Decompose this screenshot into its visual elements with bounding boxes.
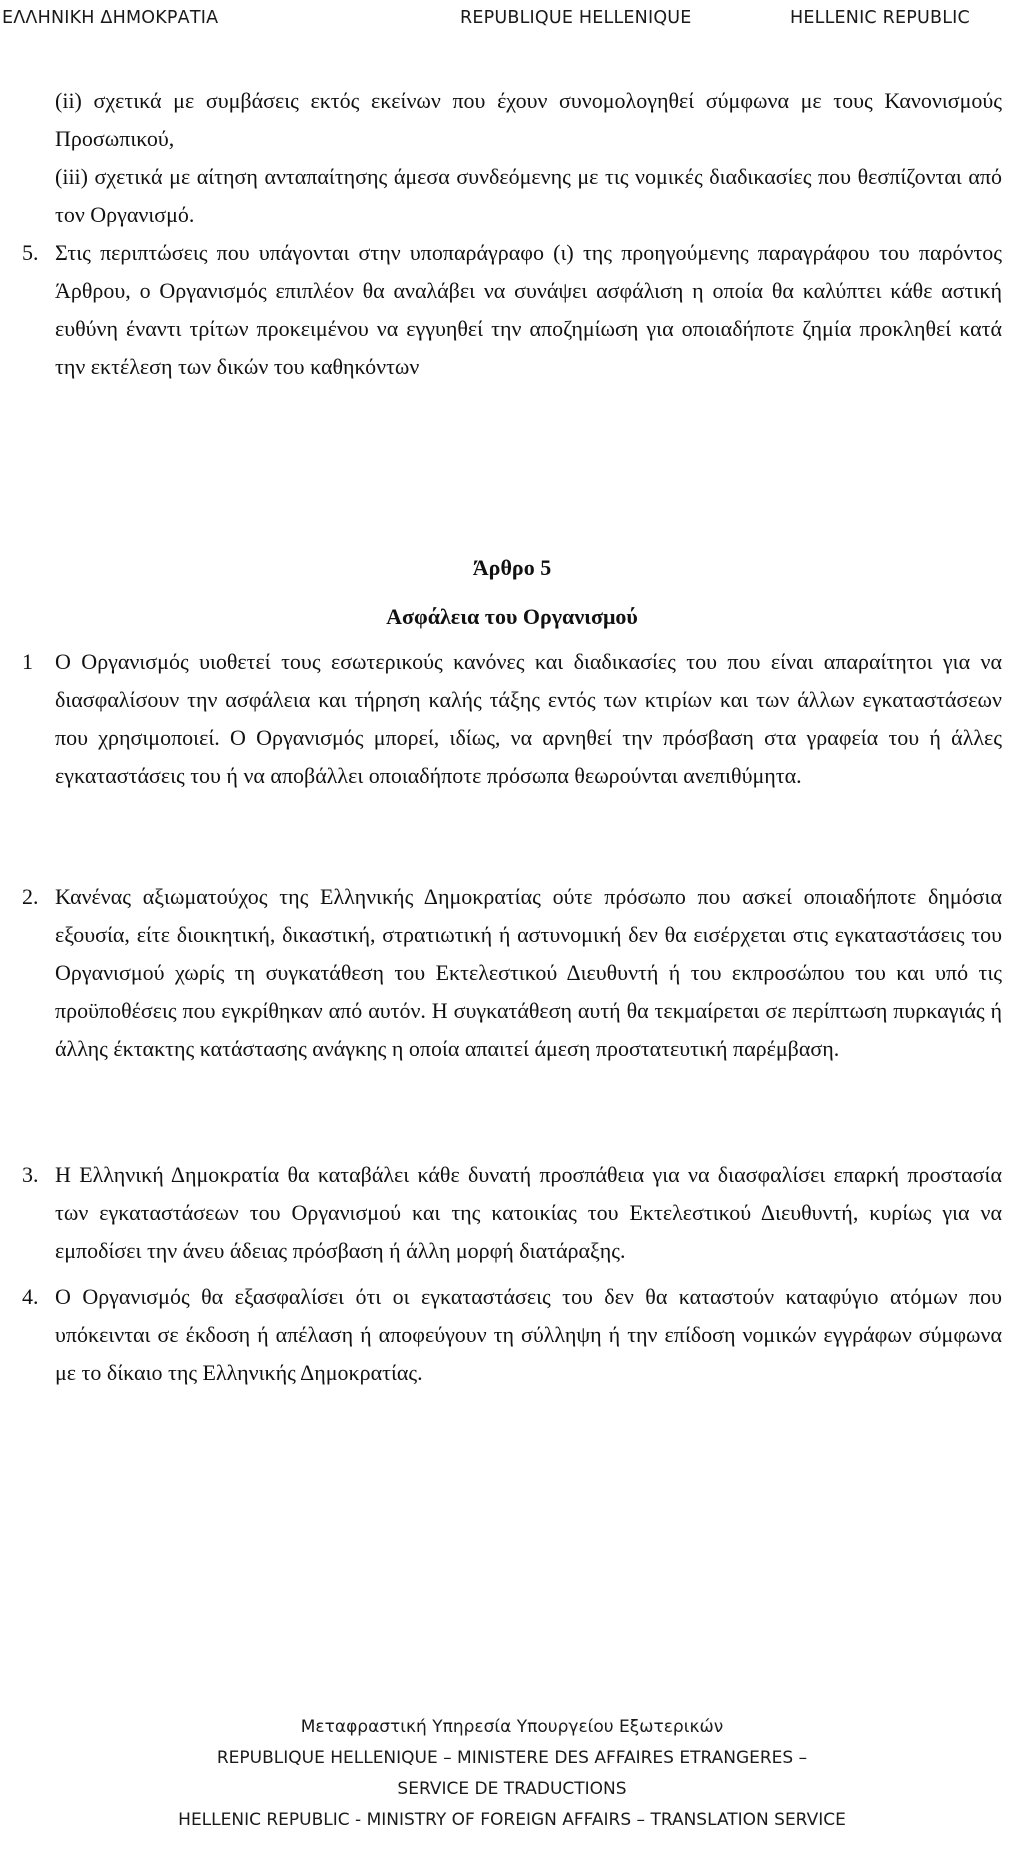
header-english-republic: HELLENIC REPUBLIC — [790, 8, 970, 28]
footer-line-english: HELLENIC REPUBLIC - MINISTRY OF FOREIGN AFFAIRS – TRANSLATION SERVICE — [178, 1810, 846, 1830]
item-1-text: Ο Οργανισμός υιοθετεί τους εσωτερικούς κανόνες και διαδικασίες του που είναι απαραίτητοι για να διασφαλίσουν την ασφάλεια και τήρηση καλής τάξης εντός των κτιρίων και των άλλων εγκαταστάσεων που χρησιμοποιεί. Ο Οργανισμός μπορεί, ιδίως, να αρνηθεί την πρόσβαση στα γραφεία του ή άλλες εγκαταστάσεις του ή να αποβάλλει οποιαδήποτε πρόσωπα θεωρούνται ανεπιθύμητα. — [55, 649, 1002, 788]
footer-line-french-service: SERVICE DE TRADUCTIONS — [397, 1779, 627, 1799]
item-3-number: 3. — [22, 1162, 39, 1187]
footer-line-greek: Μεταφραστική Υπηρεσία Υπουργείου Εξωτερικών — [300, 1717, 724, 1737]
item-ii-paragraph: (ii) σχετικά με συμβάσεις εκτός εκείνων που έχουν συνομολογηθεί σύμφωνα με τους Κανονισμούς Προσωπικού, — [55, 88, 1002, 151]
item-4-number: 4. — [22, 1284, 39, 1309]
item-1-number: 1 — [22, 649, 33, 674]
footer-line-french-ministry: REPUBLIQUE HELLENIQUE – MINISTERE DES AFFAIRES ETRANGERES – — [216, 1748, 808, 1768]
paragraph-5-text: Στις περιπτώσεις που υπάγονται στην υποπαράγραφο (ι) της προηγούμενης παραγράφου του παρόντος Άρθρου, ο Οργανισμός επιπλέον θα αναλάβει να συνάψει ασφάλιση η οποία θα καλύπτει κάθε αστική ευθύνη έναντι τρίτων προκειμένου να εγγυηθεί την αποζημίωση για οποιαδήποτε ζημία προκληθεί κατά την εκτέλεση των δικών του καθηκόντων — [55, 240, 1002, 379]
item-2-number: 2. — [22, 884, 39, 909]
header-greek-republic: ΕΛΛΗΝΙΚΗ ΔΗΜΟΚΡΑΤΙΑ — [2, 8, 219, 28]
paragraph-5-number: 5. — [22, 240, 39, 265]
item-iii-paragraph: (iii) σχετικά με αίτηση ανταπαίτησης άμεσα συνδεόμενης με τις νομικές διαδικασίες που θεσπίζονται από τον Οργανισμό. — [55, 164, 1002, 227]
article-title: Άρθρο 5 — [472, 555, 552, 580]
item-2-text: Κανένας αξιωματούχος της Ελληνικής Δημοκρατίας ούτε πρόσωπο που ασκεί οποιαδήποτε δημόσια εξουσία, είτε διοικητική, δικαστική, στρατιωτική ή αστυνομική δεν θα εισέρχεται στις εγκαταστάσεις του Οργανισμού χωρίς τη συγκατάθεση του Εκτελεστικού Διευθυντή ή του εκπροσώπου του και υπό τις προϋποθέσεις που εγκρίθηκαν από αυτόν. Η συγκατάθεση αυτή θα τεκμαίρεται σε περίπτωση πυρκαγιάς ή άλλης έκτακτης κατάστασης ανάγκης η οποία απαιτεί άμεση προστατευτική παρέμβαση. — [55, 884, 1002, 1061]
header-french-republic: REPUBLIQUE HELLENIQUE — [460, 8, 692, 28]
page-footer — [0, 1712, 1024, 1836]
article-subtitle: Ασφάλεια του Οργανισμού — [386, 604, 638, 629]
item-3-text: Η Ελληνική Δημοκρατία θα καταβάλει κάθε δυνατή προσπάθεια για να διασφαλίσει επαρκή προστασία των εγκαταστάσεων του Οργανισμού και της κατοικίας του Εκτελεστικού Διευθυντή, κυρίως για να εμποδίσει την άνευ άδειας πρόσβαση ή άλλη μορφή διατάραξης. — [55, 1162, 1002, 1263]
item-4-text: Ο Οργανισμός θα εξασφαλίσει ότι οι εγκαταστάσεις του δεν θα καταστούν καταφύγιο ατόμων που υπόκεινται σε έκδοση ή απέλαση ή αποφεύγουν τη σύλληψη ή την επίδοση νομικών εγγράφων σύμφωνα με το δίκαιο της Ελληνικής Δημοκρατίας. — [55, 1284, 1002, 1385]
page-header — [0, 8, 1024, 38]
